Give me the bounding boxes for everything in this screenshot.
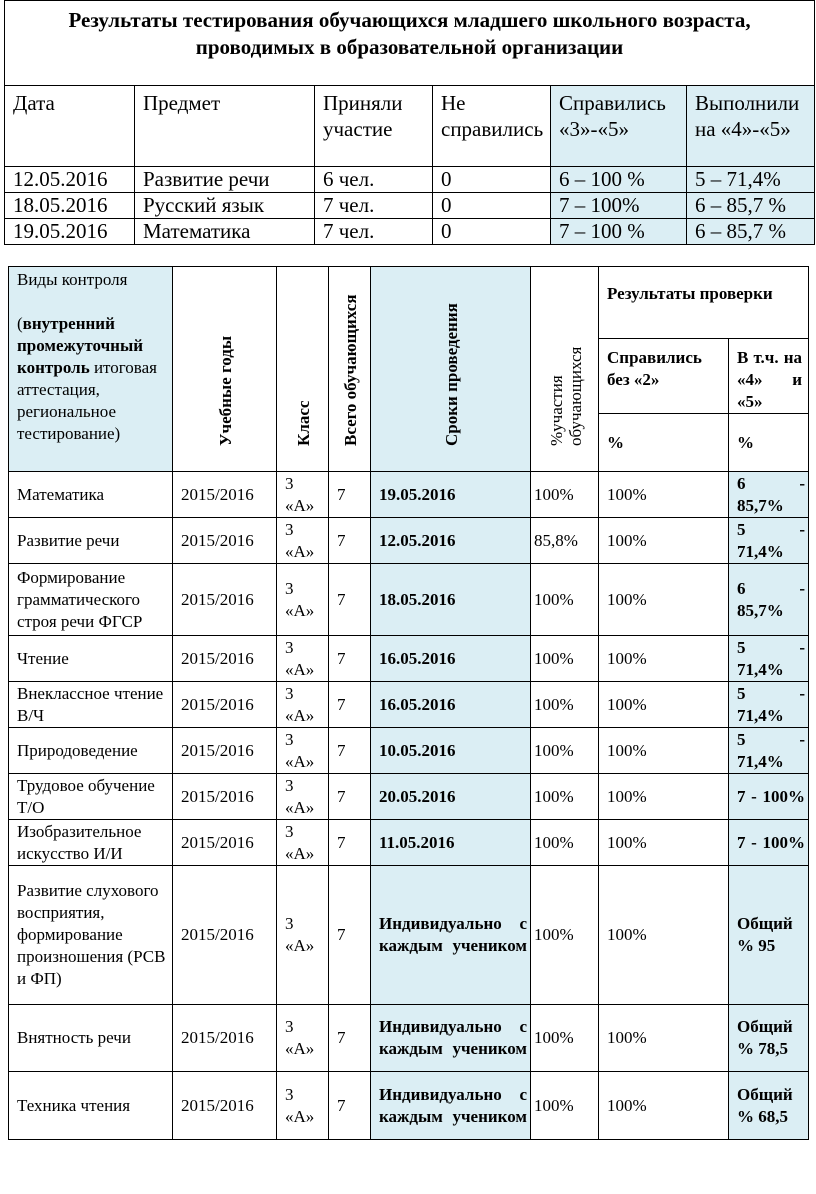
cell-term: 11.05.2016 <box>371 820 531 866</box>
cell-kind: Природоведение <box>9 728 173 774</box>
cell-date: 18.05.2016 <box>5 193 135 219</box>
cell-part: 100% <box>531 1072 599 1140</box>
cell-year: 2015/2016 <box>173 472 277 518</box>
cell-term: 16.05.2016 <box>371 682 531 728</box>
cell-part: 100% <box>531 774 599 820</box>
cell-total: 7 <box>329 636 371 682</box>
header-total-cell <box>329 267 371 472</box>
cell-passed: 100% <box>599 518 729 564</box>
cell-done: 6 – 85,7 % <box>687 219 815 245</box>
summary-title: Результаты тестирования обучающихся младшего школьного возраста, проводимых в образовательной организации <box>5 1 815 82</box>
cell-class: 3 «А» <box>277 774 329 820</box>
control-results-table <box>8 266 809 1140</box>
cell-class: 3 «А» <box>277 682 329 728</box>
cell-subject: Математика <box>135 219 315 245</box>
cell-kind: Развитие речи <box>9 518 173 564</box>
kind-rest: итоговая аттестация, региональное тестирование) <box>17 358 157 443</box>
cell-total: 7 <box>329 820 371 866</box>
header-participation-1: %участия <box>546 375 566 446</box>
cell-year: 2015/2016 <box>173 682 277 728</box>
header-years: Учебные годы <box>215 335 235 446</box>
cell-date: 12.05.2016 <box>5 167 135 193</box>
cell-kind: Трудовое обучение Т/О <box>9 774 173 820</box>
cell-year: 2015/2016 <box>173 1072 277 1140</box>
header-terms-cell <box>371 267 531 472</box>
cell-year: 2015/2016 <box>173 636 277 682</box>
cell-passed: 100% <box>599 564 729 636</box>
cell-good: 6 - 85,7% <box>729 564 809 636</box>
cell-part: 100% <box>531 1005 599 1072</box>
cell-term: 20.05.2016 <box>371 774 531 820</box>
cell-failed: 0 <box>433 193 551 219</box>
cell-subject: Русский язык <box>135 193 315 219</box>
header-total: Всего обучающихся <box>340 294 360 446</box>
cell-term: 10.05.2016 <box>371 728 531 774</box>
cell-year: 2015/2016 <box>173 728 277 774</box>
header-results: Результаты проверки <box>599 267 809 339</box>
cell-passed: 100% <box>599 636 729 682</box>
cell-kind: Внеклассное чтение В/Ч <box>9 682 173 728</box>
cell-total: 7 <box>329 682 371 728</box>
cell-failed: 0 <box>433 167 551 193</box>
header-pct-passed: % <box>599 414 729 472</box>
cell-kind: Внятность речи <box>9 1005 173 1072</box>
table-row <box>9 564 809 636</box>
table-row <box>5 219 815 245</box>
cell-part: 100% <box>531 472 599 518</box>
cell-passed: 100% <box>599 820 729 866</box>
cell-passed: 7 – 100% <box>551 193 687 219</box>
cell-kind: Развитие слухового восприятия, формирование произношения (РСВ и ФП) <box>9 866 173 1005</box>
cell-term: 18.05.2016 <box>371 564 531 636</box>
cell-subject: Развитие речи <box>135 167 315 193</box>
cell-kind: Формирование грамматического строя речи ФГСР <box>9 564 173 636</box>
cell-kind: Чтение <box>9 636 173 682</box>
header-pct-good: % <box>729 414 809 472</box>
cell-done: 6 – 85,7 % <box>687 193 815 219</box>
cell-year: 2015/2016 <box>173 518 277 564</box>
cell-year: 2015/2016 <box>173 866 277 1005</box>
cell-part: 100% <box>531 728 599 774</box>
cell-passed: 6 – 100 % <box>551 167 687 193</box>
cell-class: 3 «А» <box>277 866 329 1005</box>
table-row <box>9 820 809 866</box>
cell-term: 16.05.2016 <box>371 636 531 682</box>
cell-total: 7 <box>329 774 371 820</box>
cell-part: 100% <box>531 564 599 636</box>
cell-class: 3 «А» <box>277 1005 329 1072</box>
cell-good: 5 - 71,4% <box>729 728 809 774</box>
cell-done: 5 – 71,4% <box>687 167 815 193</box>
cell-class: 3 «А» <box>277 472 329 518</box>
table-row <box>9 636 809 682</box>
table-row <box>9 518 809 564</box>
cell-term: Индивидуально с каждым учеником <box>371 866 531 1005</box>
cell-good: 7 - 100% <box>729 774 809 820</box>
cell-good: 5 - 71,4% <box>729 518 809 564</box>
cell-kind: Математика <box>9 472 173 518</box>
table-row <box>5 167 815 193</box>
cell-passed: 100% <box>599 472 729 518</box>
cell-passed: 100% <box>599 774 729 820</box>
results-summary-table <box>4 0 815 245</box>
cell-passed: 100% <box>599 728 729 774</box>
cell-year: 2015/2016 <box>173 564 277 636</box>
table-row <box>9 774 809 820</box>
header-participation-2: обучающихся <box>565 346 585 446</box>
cell-good: Общий % 78,5 <box>729 1005 809 1072</box>
cell-total: 7 <box>329 1005 371 1072</box>
header-subject: Предмет <box>135 86 315 167</box>
cell-good: 6 - 85,7% <box>729 472 809 518</box>
header-participated: Приняли участие <box>315 86 433 167</box>
cell-class: 3 «А» <box>277 728 329 774</box>
table-row <box>9 728 809 774</box>
header-date: Дата <box>5 86 135 167</box>
cell-participated: 7 чел. <box>315 219 433 245</box>
cell-passed: 100% <box>599 1072 729 1140</box>
cell-part: 100% <box>531 866 599 1005</box>
cell-participated: 6 чел. <box>315 167 433 193</box>
cell-total: 7 <box>329 472 371 518</box>
header-terms: Сроки проведения <box>441 303 461 446</box>
header-class: Класс <box>293 400 313 446</box>
cell-term: 12.05.2016 <box>371 518 531 564</box>
header-passed: Справились без «2» <box>599 338 729 414</box>
table-row <box>9 866 809 1005</box>
cell-total: 7 <box>329 866 371 1005</box>
table-row <box>9 1072 809 1140</box>
cell-kind: Техника чтения <box>9 1072 173 1140</box>
header-done-4-5: Выполнили на «4»-«5» <box>687 86 815 167</box>
cell-date: 19.05.2016 <box>5 219 135 245</box>
cell-term: 19.05.2016 <box>371 472 531 518</box>
cell-year: 2015/2016 <box>173 820 277 866</box>
cell-term: Индивидуально с каждым учеником <box>371 1072 531 1140</box>
header-passed-3-5: Справились «3»-«5» <box>551 86 687 167</box>
kind-line1: Виды контроля <box>17 270 128 289</box>
cell-passed: 100% <box>599 866 729 1005</box>
header-incl45: В т.ч. на «4» и «5» <box>729 338 809 414</box>
header-participation-cell <box>531 267 599 472</box>
cell-part: 100% <box>531 636 599 682</box>
cell-class: 3 «А» <box>277 820 329 866</box>
cell-part: 100% <box>531 682 599 728</box>
cell-total: 7 <box>329 564 371 636</box>
cell-passed: 100% <box>599 1005 729 1072</box>
cell-participated: 7 чел. <box>315 193 433 219</box>
kind-bold: внутренний промежуточный контроль <box>17 314 144 377</box>
table-row <box>9 1005 809 1072</box>
table-row <box>9 472 809 518</box>
cell-passed: 100% <box>599 682 729 728</box>
cell-kind: Изобразительное искусство И/И <box>9 820 173 866</box>
cell-good: 5 - 71,4% <box>729 682 809 728</box>
cell-good: Общий % 68,5 <box>729 1072 809 1140</box>
cell-good: Общий % 95 <box>729 866 809 1005</box>
cell-passed: 7 – 100 % <box>551 219 687 245</box>
cell-total: 7 <box>329 1072 371 1140</box>
cell-class: 3 «А» <box>277 1072 329 1140</box>
cell-total: 7 <box>329 518 371 564</box>
table-row <box>9 682 809 728</box>
cell-class: 3 «А» <box>277 518 329 564</box>
cell-year: 2015/2016 <box>173 1005 277 1072</box>
cell-class: 3 «А» <box>277 564 329 636</box>
header-years-cell <box>173 267 277 472</box>
summary-header-row <box>5 86 815 167</box>
cell-year: 2015/2016 <box>173 774 277 820</box>
cell-part: 100% <box>531 820 599 866</box>
header-control-kind <box>9 267 173 472</box>
header-class-cell <box>277 267 329 472</box>
cell-total: 7 <box>329 728 371 774</box>
cell-term: Индивидуально с каждым учеником <box>371 1005 531 1072</box>
cell-failed: 0 <box>433 219 551 245</box>
kind-paren: ( <box>17 314 23 333</box>
cell-good: 7 - 100% <box>729 820 809 866</box>
cell-part: 85,8% <box>531 518 599 564</box>
cell-good: 5 - 71,4% <box>729 636 809 682</box>
cell-class: 3 «А» <box>277 636 329 682</box>
table-row <box>5 193 815 219</box>
header-failed: Не справились <box>433 86 551 167</box>
